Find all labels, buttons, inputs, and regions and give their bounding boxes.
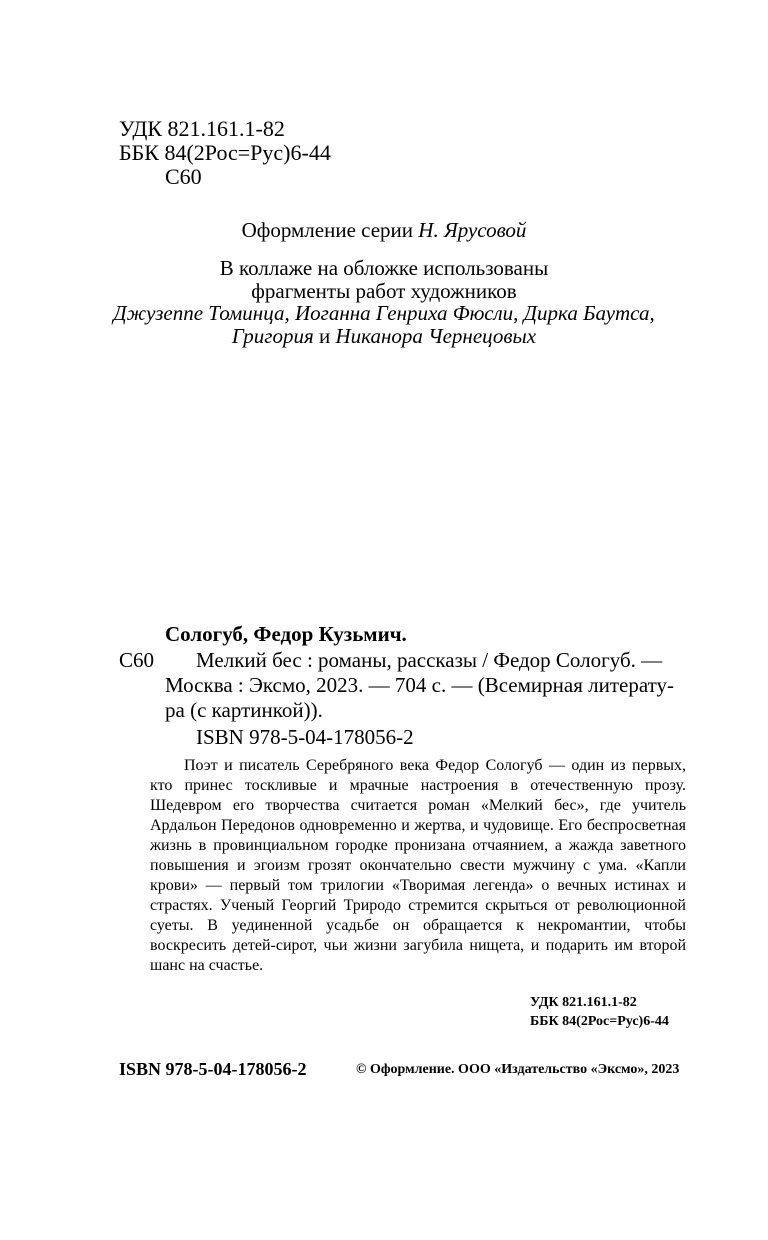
design-prefix: Оформление серии [241,218,419,242]
catalog-line-2: Москва : Эксмо, 2023. — 704 с. — (Всемирная литерату- [165,673,674,697]
author-sign: С60 [165,164,202,189]
footer-udk: УДК 821.161.1-82 [530,995,637,1010]
catalog-sign: С60 [119,648,155,672]
udk-code: УДК 821.161.1-82 [119,116,285,141]
artists-line-2 [0,324,768,348]
annotation: Поэт и писатель Серебряного века Федор Сологуб — один из первых, кто принес тоскливые и мрачные настроения в отечественную прозу. Шедевром его творчества считается роман «Мелкий бес», где учитель Ардальон Передонов одновременно и жертва, и чудовище. Его беспросветная жизнь в провинциальном городке пронизана отчаянием, а жажда заветного повышения и эгоизм грозят окончательно свести мужчину с ума. «Капли крови» — первый том трилогии «Творимая легенда» о вечных истинах и страстях. Ученый Георгий Триродо стремится скрыться от революционной суеты. В уединенной усадьбе он обращается к некромантии, чтобы воскресить детей-сирот, чьи жизни загубила нищета, и подарить им второй шанс на счастье. [150,757,686,974]
collage-line-2: фрагменты работ художников [251,279,517,303]
footer-bbk: ББК 84(2Рос=Рус)6-44 [530,1014,669,1029]
artist-grigory: Григория [231,324,314,348]
bbk-code: ББК 84(2Рос=Рус)6-44 [119,140,331,165]
catalog-isbn: ISBN 978-5-04-178056-2 [196,725,414,749]
catalog-line-1: Мелкий бес : романы, рассказы / Федор Сологуб. — [196,648,663,672]
catalog-author: Сологуб, Федор Кузьмич. [165,622,407,646]
collage-line-1: В коллаже на обложке использованы [219,256,549,280]
catalog-line-3: ра (с картинкой)). [165,698,323,722]
artist-nikanor: Никанора Чернецовых [335,324,537,348]
series-design-credit [0,218,768,242]
design-name: Н. Ярусовой [418,218,527,242]
artists-line-1: Джузеппе Томинца, Иоганна Генриха Фюсли, Дирка Баутса, [113,301,655,325]
footer-isbn: ISBN 978-5-04-178056-2 [119,1059,307,1079]
footer-copyright: © Оформление. ООО «Издательство «Эксмо», 2023 [356,1062,680,1077]
artists-and: и [313,324,336,348]
